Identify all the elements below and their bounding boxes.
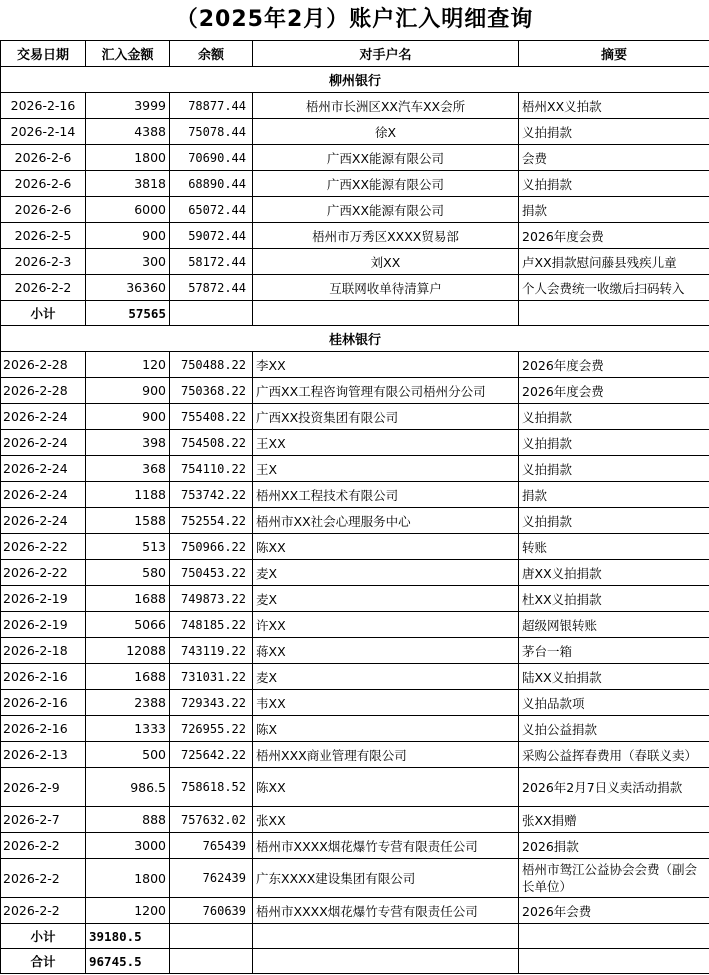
balance-cell: 58172.44 <box>170 249 253 275</box>
date-cell: 2026-2-2 <box>1 859 86 898</box>
date-cell: 2026-2-22 <box>1 560 86 586</box>
date-cell: 2026-2-9 <box>1 768 86 807</box>
header-amount: 汇入金额 <box>86 41 170 67</box>
counterparty-cell: 梧州XX工程技术有限公司 <box>253 482 519 508</box>
counterparty-cell: 许XX <box>253 612 519 638</box>
note-cell: 会费 <box>519 145 709 171</box>
note-cell: 2026年度会费 <box>519 378 709 404</box>
table-row <box>1 716 709 742</box>
date-cell: 2026-2-13 <box>1 742 86 768</box>
table-row <box>1 378 709 404</box>
counterparty-cell: 梧州市万秀区XXXX贸易部 <box>253 223 519 249</box>
header-counterparty: 对手户名 <box>253 41 519 67</box>
date-cell: 2026-2-24 <box>1 482 86 508</box>
note-cell: 张XX捐赠 <box>519 807 709 833</box>
subtotal-row-guilin-value: 39180.5 <box>86 924 170 949</box>
header-date: 交易日期 <box>1 41 86 67</box>
balance-cell: 762439 <box>170 859 253 898</box>
balance-cell: 754508.22 <box>170 430 253 456</box>
date-cell: 2026-2-7 <box>1 807 86 833</box>
counterparty-cell: 梧州XXX商业管理有限公司 <box>253 742 519 768</box>
empty-cell <box>519 949 709 974</box>
counterparty-cell: 广东XXXX建设集团有限公司 <box>253 859 519 898</box>
date-cell: 2026-2-2 <box>1 898 86 924</box>
bank-name: 柳州银行 <box>1 67 709 93</box>
balance-cell: 70690.44 <box>170 145 253 171</box>
note-cell: 个人会费统一收缴后扫码转入 <box>519 275 709 301</box>
table-row <box>1 456 709 482</box>
balance-cell: 750453.22 <box>170 560 253 586</box>
empty-cell <box>519 301 709 326</box>
date-cell: 2026-2-24 <box>1 404 86 430</box>
amount-cell: 1688 <box>86 664 170 690</box>
amount-cell: 900 <box>86 378 170 404</box>
table-row <box>1 508 709 534</box>
note-cell: 2026捐款 <box>519 833 709 859</box>
balance-cell: 78877.44 <box>170 93 253 119</box>
amount-cell: 120 <box>86 352 170 378</box>
empty-cell <box>519 924 709 949</box>
table-row <box>1 742 709 768</box>
counterparty-cell: 麦X <box>253 664 519 690</box>
header-balance: 余额 <box>170 41 253 67</box>
empty-cell <box>170 949 253 974</box>
empty-cell <box>170 924 253 949</box>
date-cell: 2026-2-14 <box>1 119 86 145</box>
amount-cell: 398 <box>86 430 170 456</box>
date-cell: 2026-2-19 <box>1 612 86 638</box>
table-row <box>1 612 709 638</box>
total-row <box>1 949 709 974</box>
counterparty-cell: 梧州市XXXX烟花爆竹专营有限责任公司 <box>253 898 519 924</box>
counterparty-cell: 陈X <box>253 716 519 742</box>
balance-cell: 729343.22 <box>170 690 253 716</box>
date-cell: 2026-2-16 <box>1 93 86 119</box>
note-cell: 转账 <box>519 534 709 560</box>
date-cell: 2026-2-18 <box>1 638 86 664</box>
subtotal-row-liuzhou-label: 小计 <box>1 301 86 326</box>
counterparty-cell: 陈XX <box>253 768 519 807</box>
subtotal-row-liuzhou <box>1 301 709 326</box>
note-cell: 捐款 <box>519 197 709 223</box>
amount-cell: 300 <box>86 249 170 275</box>
table-row <box>1 560 709 586</box>
counterparty-cell: 麦X <box>253 560 519 586</box>
note-cell: 2026年度会费 <box>519 352 709 378</box>
note-cell: 义拍捐款 <box>519 404 709 430</box>
table-row <box>1 197 709 223</box>
date-cell: 2026-2-24 <box>1 456 86 482</box>
counterparty-cell: 互联网收单待清算户 <box>253 275 519 301</box>
table-row <box>1 352 709 378</box>
amount-cell: 900 <box>86 223 170 249</box>
balance-cell: 760639 <box>170 898 253 924</box>
balance-cell: 754110.22 <box>170 456 253 482</box>
balance-cell: 57872.44 <box>170 275 253 301</box>
amount-cell: 1688 <box>86 586 170 612</box>
table-row <box>1 664 709 690</box>
date-cell: 2026-2-24 <box>1 430 86 456</box>
date-cell: 2026-2-28 <box>1 378 86 404</box>
note-cell: 义拍捐款 <box>519 508 709 534</box>
amount-cell: 1200 <box>86 898 170 924</box>
note-cell: 陆XX义拍捐款 <box>519 664 709 690</box>
total-row-value: 96745.5 <box>86 949 170 974</box>
balance-cell: 757632.02 <box>170 807 253 833</box>
note-cell: 义拍捐款 <box>519 119 709 145</box>
balance-cell: 753742.22 <box>170 482 253 508</box>
amount-cell: 6000 <box>86 197 170 223</box>
amount-cell: 1800 <box>86 145 170 171</box>
date-cell: 2026-2-6 <box>1 171 86 197</box>
counterparty-cell: 广西XX能源有限公司 <box>253 197 519 223</box>
balance-cell: 750488.22 <box>170 352 253 378</box>
date-cell: 2026-2-28 <box>1 352 86 378</box>
counterparty-cell: 张XX <box>253 807 519 833</box>
amount-cell: 1588 <box>86 508 170 534</box>
amount-cell: 3818 <box>86 171 170 197</box>
balance-cell: 726955.22 <box>170 716 253 742</box>
table-row <box>1 690 709 716</box>
table-row <box>1 93 709 119</box>
amount-cell: 36360 <box>86 275 170 301</box>
date-cell: 2026-2-16 <box>1 690 86 716</box>
balance-cell: 68890.44 <box>170 171 253 197</box>
balance-cell: 75078.44 <box>170 119 253 145</box>
balance-cell: 731031.22 <box>170 664 253 690</box>
amount-cell: 12088 <box>86 638 170 664</box>
table-row <box>1 482 709 508</box>
amount-cell: 368 <box>86 456 170 482</box>
note-cell: 茅台一箱 <box>519 638 709 664</box>
date-cell: 2026-2-16 <box>1 664 86 690</box>
amount-cell: 5066 <box>86 612 170 638</box>
amount-cell: 986.5 <box>86 768 170 807</box>
balance-cell: 750966.22 <box>170 534 253 560</box>
balance-cell: 758618.52 <box>170 768 253 807</box>
note-cell: 义拍捐款 <box>519 430 709 456</box>
note-cell: 义拍捐款 <box>519 456 709 482</box>
counterparty-cell: 刘XX <box>253 249 519 275</box>
table-row <box>1 119 709 145</box>
counterparty-cell: 徐X <box>253 119 519 145</box>
balance-cell: 743119.22 <box>170 638 253 664</box>
counterparty-cell: 梧州市长洲区XX汽车XX会所 <box>253 93 519 119</box>
amount-cell: 1333 <box>86 716 170 742</box>
balance-cell: 749873.22 <box>170 586 253 612</box>
note-cell: 义拍品款项 <box>519 690 709 716</box>
table-row <box>1 833 709 859</box>
note-cell: 卢XX捐款慰问藤县残疾儿童 <box>519 249 709 275</box>
table-row <box>1 430 709 456</box>
subtotal-row-liuzhou-value: 57565 <box>86 301 170 326</box>
counterparty-cell: 陈XX <box>253 534 519 560</box>
empty-cell <box>253 924 519 949</box>
table-row <box>1 807 709 833</box>
date-cell: 2026-2-22 <box>1 534 86 560</box>
note-cell: 梧州XX义拍款 <box>519 93 709 119</box>
balance-cell: 750368.22 <box>170 378 253 404</box>
counterparty-cell: 王X <box>253 456 519 482</box>
subtotal-row-guilin-label: 小计 <box>1 924 86 949</box>
balance-cell: 752554.22 <box>170 508 253 534</box>
date-cell: 2026-2-16 <box>1 716 86 742</box>
table-row <box>1 145 709 171</box>
balance-cell: 59072.44 <box>170 223 253 249</box>
date-cell: 2026-2-3 <box>1 249 86 275</box>
counterparty-cell: 梧州市XXXX烟花爆竹专营有限责任公司 <box>253 833 519 859</box>
note-cell: 采购公益挥春费用（春联义卖） <box>519 742 709 768</box>
amount-cell: 3000 <box>86 833 170 859</box>
counterparty-cell: 广西XX投资集团有限公司 <box>253 404 519 430</box>
empty-cell <box>170 301 253 326</box>
table-row <box>1 534 709 560</box>
date-cell: 2026-2-2 <box>1 833 86 859</box>
balance-cell: 755408.22 <box>170 404 253 430</box>
amount-cell: 3999 <box>86 93 170 119</box>
table-row <box>1 768 709 807</box>
date-cell: 2026-2-2 <box>1 275 86 301</box>
statement-table <box>0 40 709 974</box>
counterparty-cell: 麦X <box>253 586 519 612</box>
empty-cell <box>253 301 519 326</box>
date-cell: 2026-2-24 <box>1 508 86 534</box>
header-note: 摘要 <box>519 41 709 67</box>
balance-cell: 748185.22 <box>170 612 253 638</box>
counterparty-cell: 梧州市XX社会心理服务中心 <box>253 508 519 534</box>
balance-cell: 725642.22 <box>170 742 253 768</box>
note-cell: 梧州市鸳江公益协会会费（副会长单位） <box>519 859 709 898</box>
note-cell: 2026年度会费 <box>519 223 709 249</box>
table-row <box>1 404 709 430</box>
balance-cell: 765439 <box>170 833 253 859</box>
counterparty-cell: 王XX <box>253 430 519 456</box>
date-cell: 2026-2-6 <box>1 197 86 223</box>
counterparty-cell: 广西XX工程咨询管理有限公司梧州分公司 <box>253 378 519 404</box>
date-cell: 2026-2-19 <box>1 586 86 612</box>
amount-cell: 1800 <box>86 859 170 898</box>
counterparty-cell: 广西XX能源有限公司 <box>253 171 519 197</box>
note-cell: 2026年2月7日义卖活动捐款 <box>519 768 709 807</box>
bank-name: 桂林银行 <box>1 326 709 352</box>
amount-cell: 513 <box>86 534 170 560</box>
total-row-label: 合计 <box>1 949 86 974</box>
counterparty-cell: 韦XX <box>253 690 519 716</box>
table-row <box>1 859 709 898</box>
counterparty-cell: 广西XX能源有限公司 <box>253 145 519 171</box>
table-row <box>1 586 709 612</box>
amount-cell: 500 <box>86 742 170 768</box>
note-cell: 唐XX义拍捐款 <box>519 560 709 586</box>
amount-cell: 2388 <box>86 690 170 716</box>
note-cell: 超级网银转账 <box>519 612 709 638</box>
table-row <box>1 249 709 275</box>
table-row <box>1 898 709 924</box>
date-cell: 2026-2-5 <box>1 223 86 249</box>
counterparty-cell: 蒋XX <box>253 638 519 664</box>
date-cell: 2026-2-6 <box>1 145 86 171</box>
table-row <box>1 171 709 197</box>
amount-cell: 580 <box>86 560 170 586</box>
counterparty-cell: 李XX <box>253 352 519 378</box>
note-cell: 义拍公益捐款 <box>519 716 709 742</box>
amount-cell: 4388 <box>86 119 170 145</box>
table-row <box>1 275 709 301</box>
page-title: （2025年2月）账户汇入明细查询 <box>175 7 534 32</box>
balance-cell: 65072.44 <box>170 197 253 223</box>
table-row <box>1 223 709 249</box>
note-cell: 义拍捐款 <box>519 171 709 197</box>
amount-cell: 888 <box>86 807 170 833</box>
empty-cell <box>253 949 519 974</box>
bank-section-guilin <box>1 326 709 352</box>
note-cell: 杜XX义拍捐款 <box>519 586 709 612</box>
note-cell: 2026年会费 <box>519 898 709 924</box>
table-row <box>1 638 709 664</box>
bank-section-liuzhou <box>1 67 709 93</box>
header-row <box>1 41 709 67</box>
subtotal-row-guilin <box>1 924 709 949</box>
amount-cell: 900 <box>86 404 170 430</box>
note-cell: 捐款 <box>519 482 709 508</box>
amount-cell: 1188 <box>86 482 170 508</box>
